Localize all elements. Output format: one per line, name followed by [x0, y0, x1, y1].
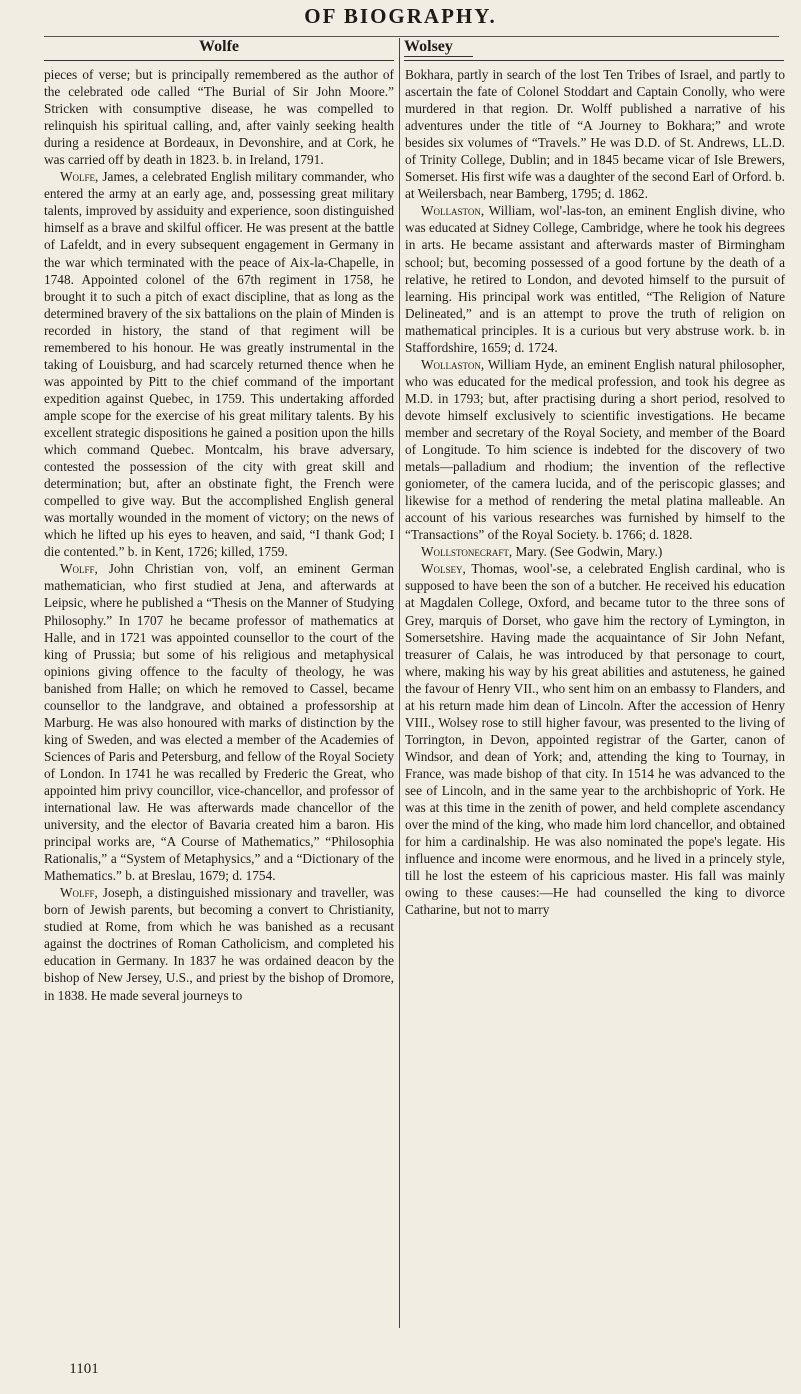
entry-name: Wolff,: [60, 885, 98, 901]
entry-text: Mary. (See Godwin, Mary.): [512, 544, 663, 560]
right-column-heading-wrap: [404, 38, 784, 57]
entry-text: William Hyde, an eminent English natural philosopher, who was educated for the medical profession, and took his degree as M.D. in 1793; but, after practising during a short period, resolved to devote himself exclusively to scientific investigations. He became member and secretary of the Royal Society, and member of the Board of Longitude. To him science is indebted for the discovery of two metals—palladium and rhodium; the invention of the reflective goniometer, of the camera lucida, and of the periscopic glasses; and likewise for a method of rendering the metal platina malleable. An account of his various researches was furnished by himself to the “Transactions” of the Royal Society. b. 1766; d. 1828.: [405, 356, 785, 543]
page-number: 1101: [69, 1361, 99, 1377]
left-heading-rule: [44, 60, 394, 61]
entry-name: Wolfe,: [60, 169, 99, 185]
entry-name: Wolff,: [60, 561, 98, 577]
entry-paragraph: [44, 168, 394, 560]
entry-text: Joseph, a distinguished missionary and traveller, was born of Jewish parents, but becoming a convert to Christianity, studied at Rome, from which he was banished as a recusant against the doctrines of Roman Catholicism, and completed his education in Germany. In 1837 he was ordained deacon by the bishop of New Jersey, U.S., and priest by the bishop of Dromore, in 1838. He made several journeys to: [44, 885, 394, 1003]
entry-text: John Christian von, volf, an eminent German mathematician, who first studied at Jena, and afterwards at Leipsic, where he published a “Thesis on the Manner of Studying Philosophy.” In 1707 he became professor of mathematics at Halle, and in 1721 was appointed counsellor to the court of the king of Prussia; but some of his religious and metaphysical opinions giving offence to the faculty of theology, he was banished from Halle; on which he removed to Cassel, became counsellor to the landgrave, and obtained a professorship at Marburg. He was also honoured with marks of distinction by the king of Sweden, and was elected a member of the Academies of Sciences of Paris and Petersburg, and fellow of the Royal Society of London. In 1741 he was recalled by Frederic the Great, who appointed him privy councillor, vice-chancellor, and professor of international law. He was afterwards made chancellor of the university, and the elector of Bavaria created him a baron. His principal works are, “A Course of Mathematics,” “Philosophia Rationalis,” a “System of Metaphysics,” and a “Dictionary of the Mathematics.” b. at Breslau, 1679; d. 1754.: [44, 561, 394, 884]
entry-text: pieces of verse; but is principally remembered as the author of the celebrated ode called “The Burial of Sir John Moore.” Stricken with consumptive disease, he was compelled to relinquish his spiritual calling, and, after vainly seeking health during a residence at Bordeaux, in Devonshire, and at Cork, he was carried off by death in 1823. b. in Ireland, 1791.: [44, 67, 394, 168]
left-column-heading: Wolfe: [199, 38, 239, 55]
entry-name: Wollstonecraft,: [421, 544, 513, 560]
entry-text: William, wol'-las-ton, an eminent English divine, who was educated at Sidney College, Cambridge, where he took his degrees in arts. He became assistant and afterwards master of Birmingham school; but, becoming possessed of a good fortune by the death of a relative, he retired to London, and devoted himself to the pursuit of learning. His principal work was entitled, “The Religion of Nature Delineated,” and is an attempt to prove the truth of religion on mathematical principles. It is a curious but very abstruse work. b. in Staffordshire, 1659; d. 1724.: [405, 203, 785, 355]
entry-name: Wollaston,: [421, 356, 485, 372]
entry-paragraph: [405, 66, 785, 202]
entry-text: Thomas, wool'-se, a celebrated English cardinal, who is supposed to have been the son of a butcher. He received his education at Magdalen College, Oxford, and became tutor to the three sons of Grey, marquis of Dorset, who gave him the rectory of Lymington, in Somersetshire. Having made the acquaintance of Sir John Nefant, treasurer of Calais, he was introduced by that personage to court, where, making his way by his great abilities and astuteness, he gained the favour of Henry VII., who sent him on an embassy to Flanders, and at his return made him dean of Lincoln. After the accession of Henry VIII., Wolsey rose to still higher favour, was presented to the living of Torrington, in Devon, appointed registrar of the Garter, canon of Windsor, and dean of York; and, attending the king to Tournay, in France, was made bishop of that city. In 1514 he was advanced to the see of Lincoln, and in the same year to the archbishopric of York. He was at this time in the zenith of power, and held complete ascendancy over the mind of the king, who made him lord chancellor, and obtained for him a cardinalship. He was also nominated the pope's legate. His influence and income were enormous, and he lived in a princely style, till he lost the esteem of his capricious master. His fall was mainly owing to these causes:—He had counselled the king to divorce Catharine, but not to marry: [405, 561, 785, 918]
right-heading-rule: [404, 60, 784, 61]
left-column: [44, 66, 394, 1004]
running-head: OF BIOGRAPHY.: [304, 4, 497, 28]
entry-paragraph: [405, 543, 785, 560]
entry-text: Bokhara, partly in search of the lost Ten Tribes of Israel, and partly to ascertain the fate of Colonel Stoddart and Captain Conolly, who were murdered in that region. Dr. Wolff published a narrative of his adventures under the title of “A Journey to Bokhara;” and wrote besides six volumes of “Travels.” He was D.D. of St. Andrews, LL.D. of Trinity College, Dublin; and in 1845 became vicar of Isle Brewers, Somerset. His first wife was a daughter of the second Earl of Orford. b. at Weilersbach, near Bamberg, 1795; d. 1862.: [405, 67, 785, 202]
entry-name: Wolsey,: [421, 561, 466, 577]
entry-paragraph: [44, 66, 394, 168]
column-divider: [399, 38, 400, 1328]
header-rule: [44, 36, 779, 37]
right-column: [405, 66, 785, 918]
entry-paragraph: [405, 560, 785, 918]
entry-name: Wollaston,: [421, 203, 485, 219]
right-column-heading: Wolsey: [404, 38, 473, 57]
entry-paragraph: [44, 560, 394, 884]
entry-paragraph: [44, 884, 394, 1003]
entry-text: James, a celebrated English military commander, who entered the army at an early age, and, possessing great military talents, improved by assiduity and experience, soon distinguished himself as a brave and skilful officer. He was present at the battle of Lafeldt, and in every subsequent engagement in Germany in the war which terminated with the peace of Aix-la-Chapelle, in 1748. Appointed colonel of the 67th regiment in 1758, he brought it to such a pitch of exact discipline, that as long as the determined bravery of the six battalions on the plain of Minden is recorded in history, the stand of that regiment will be remembered to his honour. He was greatly instrumental in the taking of Louisburg, and had scarcely returned thence when he was appointed by Pitt to the chief command of the important expedition against Quebec, in 1759. This undertaking afforded ample scope for the exercise of his great military talents. By his excellent strategic dispositions he gained a position upon the hills which command Quebec. Montcalm, his brave adversary, contested the possession of the city with great skill and determination; but, after an obstinate fight, the French were compelled to give way. But the accomplished English general was mortally wounded in the moment of victory; on the news of which he lifted up his eyes to heaven, and said, “I thank God; I die contented.” b. in Kent, 1726; killed, 1759.: [44, 169, 394, 560]
entry-paragraph: [405, 202, 785, 355]
entry-paragraph: [405, 356, 785, 544]
